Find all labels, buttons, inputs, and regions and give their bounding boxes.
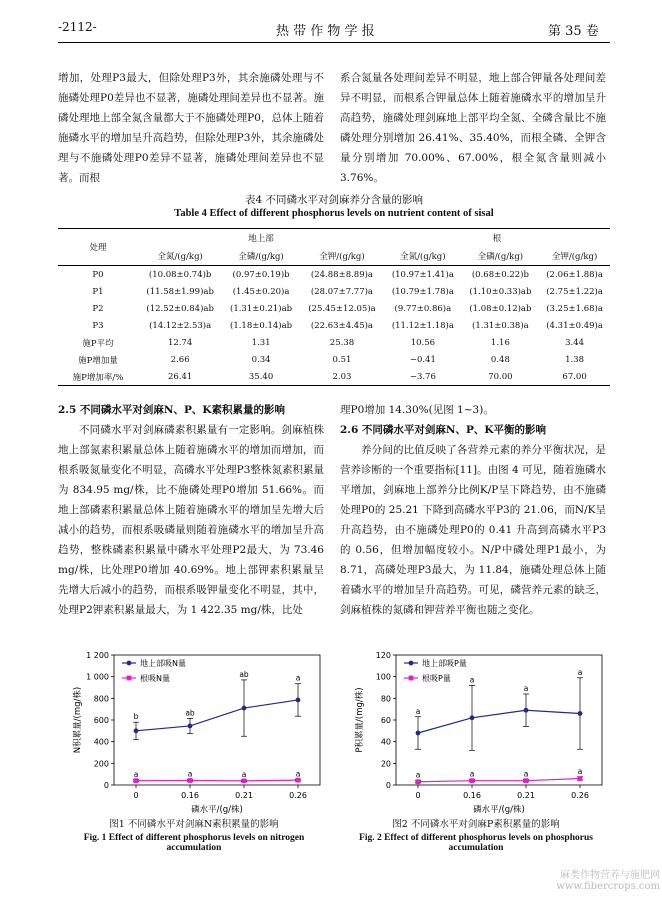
y-tick-label: 100 bbox=[375, 672, 391, 682]
figure-1-caption bbox=[58, 816, 330, 853]
th-sub: 全磷/(g/kg) bbox=[238, 252, 284, 262]
table-cell: (1.18±0.14)ab bbox=[230, 320, 293, 331]
significance-label: a bbox=[295, 673, 301, 683]
watermark: 麻类作物营养与施肥网 www.fibercrops.com bbox=[556, 870, 660, 892]
table-cell: (1.31±0.38)a bbox=[472, 320, 529, 331]
table-cell: (11.58±1.99)ab bbox=[146, 286, 214, 297]
table-cell: 1.16 bbox=[490, 337, 510, 348]
th-sub: 全氮/(g/kg) bbox=[157, 252, 203, 262]
table-row bbox=[58, 317, 610, 334]
table-cell: 2.03 bbox=[332, 371, 352, 382]
figure-1-caption-en: Fig. 1 Effect of different phosphorus levels on nitrogen accumulation bbox=[83, 833, 305, 853]
y-axis-label: N积累量/(mg/株) bbox=[73, 686, 83, 754]
x-tick-label: 0.21 bbox=[517, 791, 535, 800]
nutrient-table bbox=[58, 228, 610, 386]
right-top-paragraph: 系合氮量各处理间差异不明显，地上部合钾量各处理间差异不明显，而根系合钾量总体上随着施磷水平的增加呈升高趋势，施磷处理剑麻地上部平均全氮、全磷含量比不施磷处理分别增加 26.41%、35.40%，而根全磷、全钾含量分别增加 70.00%、67.00%，根全氮含量则减小 3.76%。 bbox=[340, 72, 606, 184]
y-tick-label: 0 bbox=[385, 781, 391, 790]
data-point bbox=[416, 779, 421, 784]
y-tick-label: 80 bbox=[380, 694, 391, 704]
row-label: 施P平均 bbox=[82, 338, 114, 349]
table-cell: 0.51 bbox=[332, 354, 352, 365]
significance-label: a bbox=[187, 769, 193, 779]
x-tick-label: 0.26 bbox=[289, 791, 307, 800]
y-tick-label: 0 bbox=[103, 781, 109, 790]
table-row bbox=[58, 266, 610, 284]
data-point bbox=[578, 711, 583, 716]
table-cell: (0.68±0.22)b bbox=[471, 269, 529, 280]
table-row bbox=[58, 300, 610, 317]
legend-marker bbox=[409, 676, 414, 681]
y-tick-label: 1 200 bbox=[86, 651, 109, 660]
y-tick-label: 400 bbox=[93, 737, 109, 747]
significance-label: a bbox=[577, 667, 583, 677]
data-point bbox=[416, 731, 421, 736]
table-cell: (25.45±12.05)a bbox=[308, 303, 376, 314]
x-tick-label: 0.16 bbox=[181, 791, 199, 800]
section-2-5-heading: 2.5 不同磷水平对剑麻N、P、K素积累量的影响 bbox=[58, 404, 286, 416]
legend-label: 根吸N量 bbox=[140, 674, 170, 683]
table-cell: 1.31 bbox=[251, 337, 271, 348]
data-point bbox=[470, 778, 475, 783]
row-label: 施P增加量 bbox=[78, 355, 118, 366]
legend-label: 根吸P量 bbox=[422, 674, 451, 683]
table-cell: (22.63±4.45)a bbox=[310, 320, 374, 331]
significance-label: a bbox=[523, 769, 529, 779]
table-cell: (10.79±1.78)a bbox=[391, 286, 454, 297]
significance-label: a bbox=[295, 769, 301, 779]
table-cell: (3.25±1.68)a bbox=[546, 303, 603, 314]
table-cell: 3.44 bbox=[565, 337, 585, 348]
data-point bbox=[296, 778, 301, 783]
table-cell: (2.75±1.22)a bbox=[546, 286, 603, 297]
table-cell: 70.00 bbox=[488, 371, 513, 382]
th-sub: 全磷/(g/kg) bbox=[477, 252, 524, 262]
table-row bbox=[58, 283, 610, 300]
series-line bbox=[418, 779, 580, 782]
table-cell: (24.88±8.89)a bbox=[310, 269, 374, 280]
legend-marker bbox=[409, 661, 414, 666]
row-label: P3 bbox=[92, 320, 104, 331]
significance-label: a bbox=[469, 675, 475, 685]
row-label: 施P增加率/% bbox=[72, 372, 124, 383]
table-row bbox=[58, 351, 610, 368]
significance-label: b bbox=[133, 712, 139, 722]
figure-2-caption-en: Fig. 2 Effect of different phosphorus levels on phosphorus accumulation bbox=[359, 833, 593, 853]
th-treatment: 处理 bbox=[58, 229, 138, 266]
significance-label: a bbox=[523, 684, 529, 693]
section-2-5 bbox=[58, 400, 324, 620]
table-cell: (4.31±0.49)a bbox=[546, 320, 603, 331]
y-tick-label: 800 bbox=[93, 694, 109, 704]
table-cell: 67.00 bbox=[562, 371, 587, 382]
significance-label: a bbox=[577, 766, 583, 776]
th-sub: 全钾/(g/kg) bbox=[319, 252, 365, 262]
data-point bbox=[524, 778, 529, 783]
x-axis-label: 磷水平/(g/株) bbox=[191, 805, 243, 815]
significance-label: a bbox=[133, 769, 139, 779]
significance-label: a bbox=[415, 770, 421, 780]
table-row bbox=[58, 334, 610, 351]
table-cell: (11.12±1.18)a bbox=[391, 320, 454, 331]
section-2-6 bbox=[340, 400, 606, 620]
table-row bbox=[58, 368, 610, 386]
table-cell: −0.41 bbox=[409, 354, 436, 365]
legend-label: 地上部吸N量 bbox=[140, 659, 186, 668]
figure-2-caption-cn: 图2 不同磷水平对剑麻P素积累量的影响 bbox=[392, 819, 560, 830]
series-line bbox=[133, 700, 298, 731]
table-cell: 2.66 bbox=[170, 354, 190, 365]
data-point bbox=[188, 724, 193, 729]
table-title-en: Table 4 Effect of different phosphorus levels on nutrient content of sisal bbox=[174, 208, 494, 219]
table-cell: (10.97±1.41)a bbox=[391, 269, 454, 280]
th-sub: 全钾/(g/kg) bbox=[551, 252, 598, 262]
th-root: 根 bbox=[384, 229, 610, 248]
table-cell: 26.41 bbox=[167, 371, 193, 382]
section-2-5-body: 不同磷水平对剑麻磷素积累量有一定影响。剑麻植株地上部氮素积累量总体上随着施磷水平的增加而增加，而根系吸氮量变化不明显，高磷水平处理P3整株氮素积累量为 834.95 mg/株，比不施磷处理P0增加 51.66%。而地上部磷素积累量总体上随着施磷水平的增加呈先增大后减小的趋势，而根系吸磷量则随着施磷水平的增加呈升高趋势，整株磷素积累量中磷水平处理P2最大，为 73.46 mg/株，比处理P0增加 40.69%。地上部钾素积累量呈先增大后减小的趋势，而根系吸钾量变化不明显，其中，处理P2钾素积累量最大，为 1 422.35 mg/株，比处 bbox=[58, 424, 324, 616]
table-cell: (14.12±2.53)a bbox=[149, 320, 212, 331]
data-point bbox=[188, 778, 193, 783]
figure-1-caption-cn: 图1 不同磷水平对剑麻N素积累量的影响 bbox=[109, 819, 279, 830]
significance-label: ab bbox=[185, 708, 195, 718]
table-cell: 35.40 bbox=[248, 371, 274, 382]
legend-marker bbox=[127, 661, 132, 666]
table-cell: 10.56 bbox=[410, 337, 436, 348]
table-cell: (10.08±0.74)b bbox=[148, 269, 212, 280]
table-cell: 0.48 bbox=[490, 354, 510, 365]
table-title-cn: 表4 不同磷水平对剑麻养分含量的影响 bbox=[244, 194, 424, 206]
y-tick-label: 20 bbox=[380, 759, 391, 769]
figure-1-chart bbox=[58, 645, 330, 815]
row-label: P0 bbox=[92, 269, 104, 280]
x-tick-label: 0.21 bbox=[235, 791, 253, 800]
x-tick-label: 0.26 bbox=[571, 791, 589, 800]
header-rule bbox=[58, 42, 610, 43]
y-tick-label: 600 bbox=[93, 716, 109, 725]
journal-title: 热 带 作 物 学 报 bbox=[276, 24, 375, 39]
y-tick-label: 40 bbox=[380, 737, 391, 747]
y-tick-label: 1 000 bbox=[86, 672, 109, 682]
section-2-6-body: 养分间的比值反映了各营养元素的养分平衡状况，是营养诊断的一个重要指标[11]。由图 4 可见，随着施磷水平增加，剑麻地上部养分比例K/P呈下降趋势，由不施磷处理P0的 25.21 下降到高磷水平P3的 21.06，而N/K呈升高趋势，由不施磷处理P0的 0.41 升高到高磷水平P3的 0.56，但增加幅度较小。N/P中磷处理P1最小，为 8.71，高磷处理P3最大，为 11.84，施磷处理总体上随着磷水平的增加呈升高趋势。可见，磷营养元素的缺乏，剑麻植株的氮磷和钾营养平衡也随之变化。 bbox=[340, 444, 606, 616]
figure-2-caption bbox=[340, 816, 612, 853]
table-cell: (1.45±0.20)a bbox=[232, 286, 290, 297]
page-number: -2112- bbox=[58, 20, 97, 34]
data-point bbox=[242, 706, 247, 711]
table-cell: 1.38 bbox=[565, 354, 585, 365]
x-tick-label: 0 bbox=[133, 791, 139, 800]
table-cell: 25.38 bbox=[329, 337, 355, 348]
table-cell: (0.97±0.19)b bbox=[232, 269, 290, 280]
significance-label: a bbox=[415, 706, 421, 716]
legend-marker bbox=[127, 676, 132, 681]
x-tick-label: 0.16 bbox=[463, 791, 481, 800]
section-2-6-heading: 2.6 不同磷水平对剑麻N、P、K平衡的影响 bbox=[340, 424, 547, 436]
table-cell: (9.77±0.86)a bbox=[394, 303, 452, 314]
series-line bbox=[136, 780, 298, 781]
y-tick-label: 200 bbox=[93, 759, 109, 769]
data-point bbox=[578, 776, 583, 781]
data-point bbox=[296, 698, 301, 703]
figure-2-chart bbox=[340, 645, 612, 815]
legend-label: 地上部吸P量 bbox=[422, 659, 467, 668]
row-label: P1 bbox=[92, 286, 104, 297]
table-cell: −3.76 bbox=[409, 371, 436, 382]
series-line bbox=[418, 710, 580, 733]
th-sub: 全氮/(g/kg) bbox=[400, 252, 446, 262]
th-above: 地上部 bbox=[138, 229, 384, 248]
y-tick-label: 60 bbox=[380, 716, 391, 725]
table-cell: (28.07±7.77)a bbox=[310, 286, 374, 297]
x-tick-label: 0 bbox=[415, 791, 421, 800]
continued-line: 理P0增加 14.30%(见图 1~3)。 bbox=[340, 404, 494, 416]
row-label: P2 bbox=[92, 303, 104, 314]
data-point bbox=[134, 728, 139, 733]
y-axis-label: P积累量/(mg/株) bbox=[355, 687, 365, 753]
table-cell: (1.31±0.21)ab bbox=[230, 303, 293, 314]
significance-label: a bbox=[469, 769, 475, 779]
table-cell: 12.74 bbox=[167, 337, 193, 348]
y-tick-label: 120 bbox=[375, 651, 391, 660]
significance-label: ab bbox=[239, 669, 249, 679]
x-axis-label: 磷水平/(g/株) bbox=[473, 805, 525, 815]
table-cell: (1.08±0.12)ab bbox=[469, 303, 532, 314]
volume-label: 第 35 卷 bbox=[548, 24, 599, 39]
data-point bbox=[470, 715, 475, 720]
data-point bbox=[524, 708, 529, 713]
data-point bbox=[242, 778, 247, 783]
significance-label: a bbox=[241, 770, 247, 780]
left-top-paragraph: 增加，处理P3最大，但除处理P3外，其余施磷处理与不施磷处理P0差异也不显著，施磷处理间差异也不显著。施磷处理地上部全氮含量都大于不施磷处理P0，总体上随着施磷水平的增加呈升高趋势，但除处理P3外，其余施磷处理与不施磷处理P0差异不显著，施磷处理间差异也不显著。而根 bbox=[58, 72, 324, 184]
data-point bbox=[134, 778, 139, 783]
table-cell: 0.34 bbox=[251, 354, 271, 365]
table-cell: (12.52±0.84)ab bbox=[146, 303, 214, 314]
table-cell: (2.06±1.88)a bbox=[546, 269, 603, 280]
table-cell: (1.10±0.33)ab bbox=[469, 286, 532, 297]
